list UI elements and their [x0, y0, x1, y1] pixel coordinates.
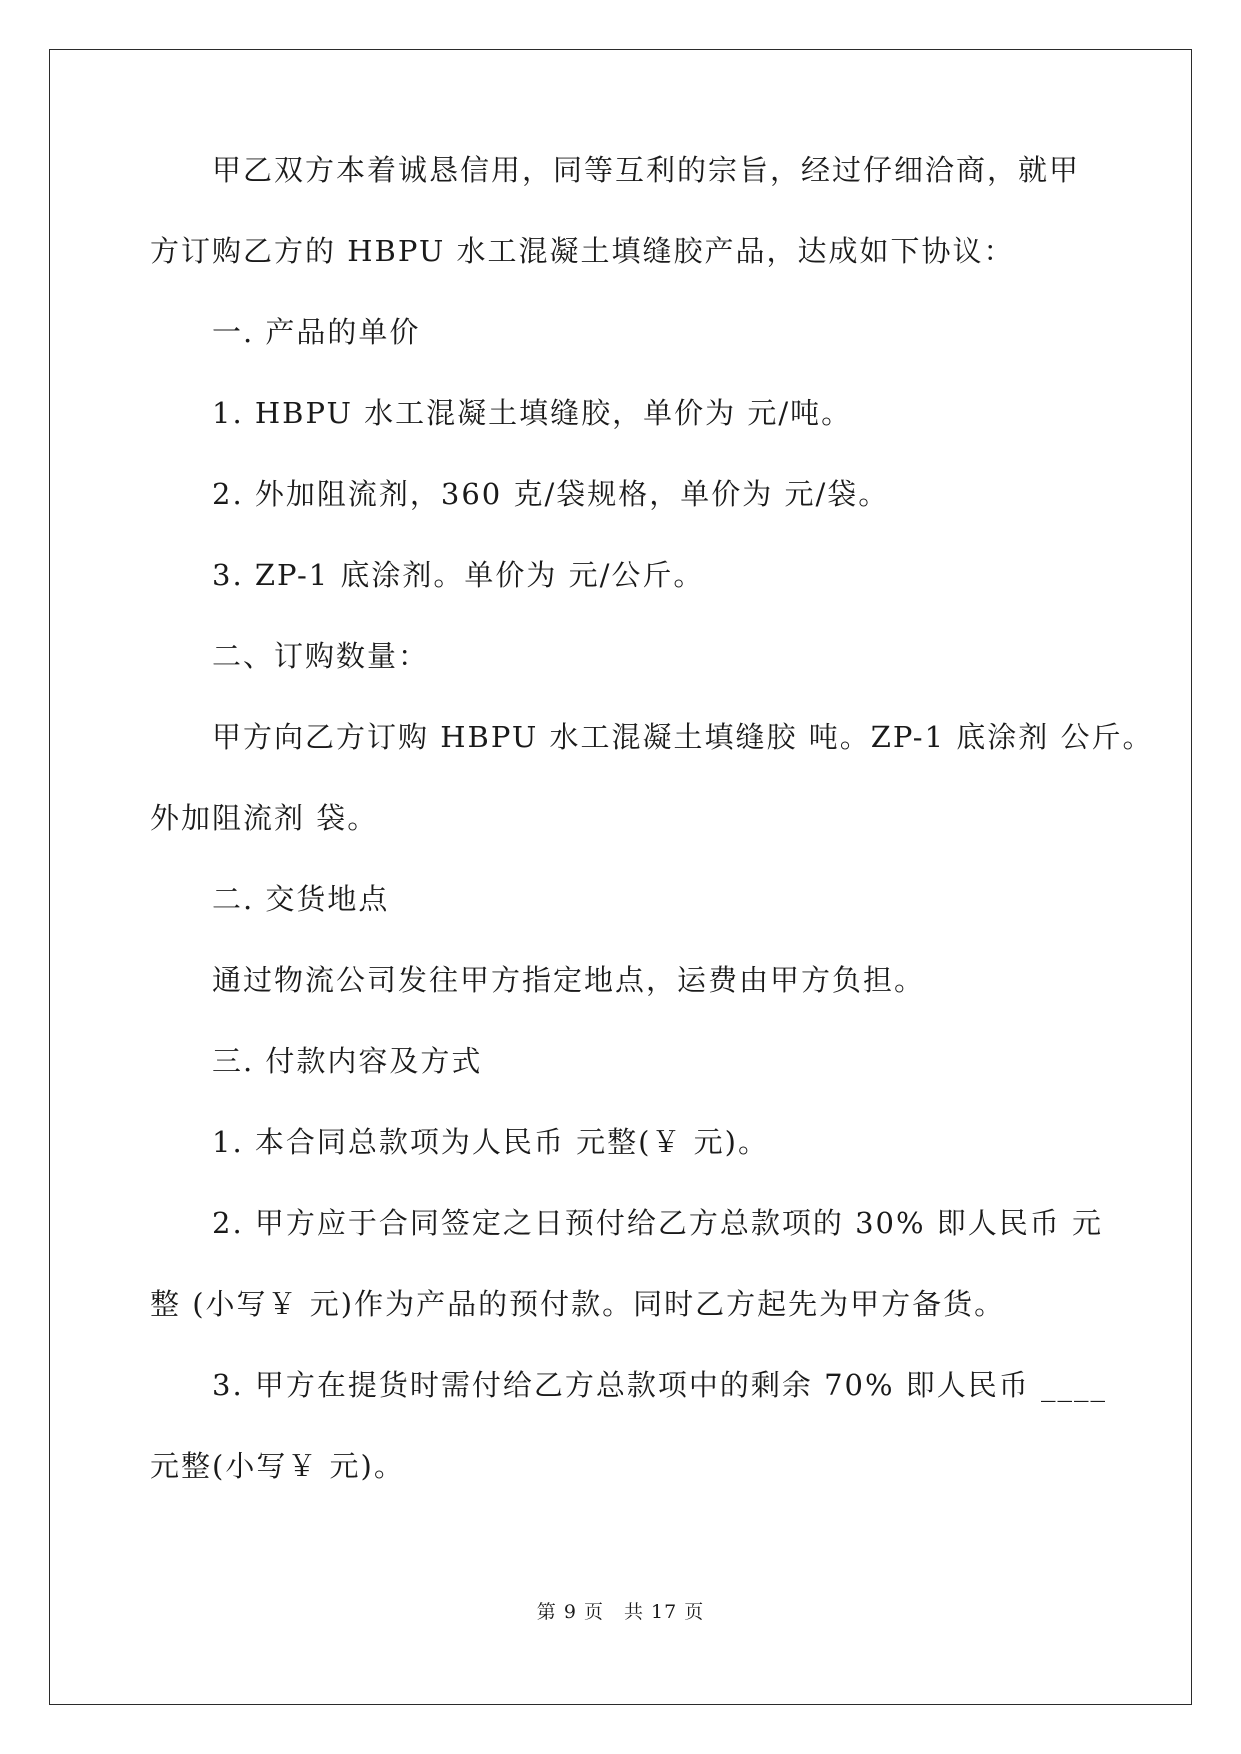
section-heading: 三. 付款内容及方式: [212, 1044, 483, 1078]
list-item: 2. 外加阻流剂，360 克/袋规格，单价为 元/袋。: [212, 477, 890, 511]
paragraph-line: 外加阻流剂 袋。: [150, 801, 379, 835]
section-heading: 二、订购数量：: [212, 639, 430, 673]
paragraph-line: 整 (小写￥ 元)作为产品的预付款。同时乙方起先为甲方备货。: [150, 1287, 1006, 1321]
paragraph-line: 元整(小写￥ 元)。: [150, 1449, 405, 1483]
page-number-footer: 第 9 页 共 17 页: [536, 1601, 705, 1623]
list-item: 3. ZP-1 底涂剂。单价为 元/公斤。: [212, 558, 705, 592]
paragraph-line: 通过物流公司发往甲方指定地点，运费由甲方负担。: [212, 963, 926, 997]
paragraph-line: 甲方向乙方订购 HBPU 水工混凝土填缝胶 吨。ZP-1 底涂剂 公斤。: [212, 720, 1154, 754]
list-item: 2. 甲方应于合同签定之日预付给乙方总款项的 30% 即人民币 元: [212, 1206, 1104, 1240]
paragraph-line: 甲乙双方本着诚恳信用，同等互利的宗旨，经过仔细洽商，就甲: [212, 153, 1081, 187]
paragraph-line: 方订购乙方的 HBPU 水工混凝土填缝胶产品，达成如下协议：: [150, 234, 1015, 268]
list-item: 1. 本合同总款项为人民币 元整(￥ 元)。: [212, 1125, 769, 1159]
list-item: 3. 甲方在提货时需付给乙方总款项中的剩余 70% 即人民币 ____: [212, 1368, 1108, 1402]
list-item: 1. HBPU 水工混凝土填缝胶，单价为 元/吨。: [212, 396, 853, 430]
section-heading: 一. 产品的单价: [212, 315, 421, 349]
section-heading: 二. 交货地点: [212, 882, 390, 916]
